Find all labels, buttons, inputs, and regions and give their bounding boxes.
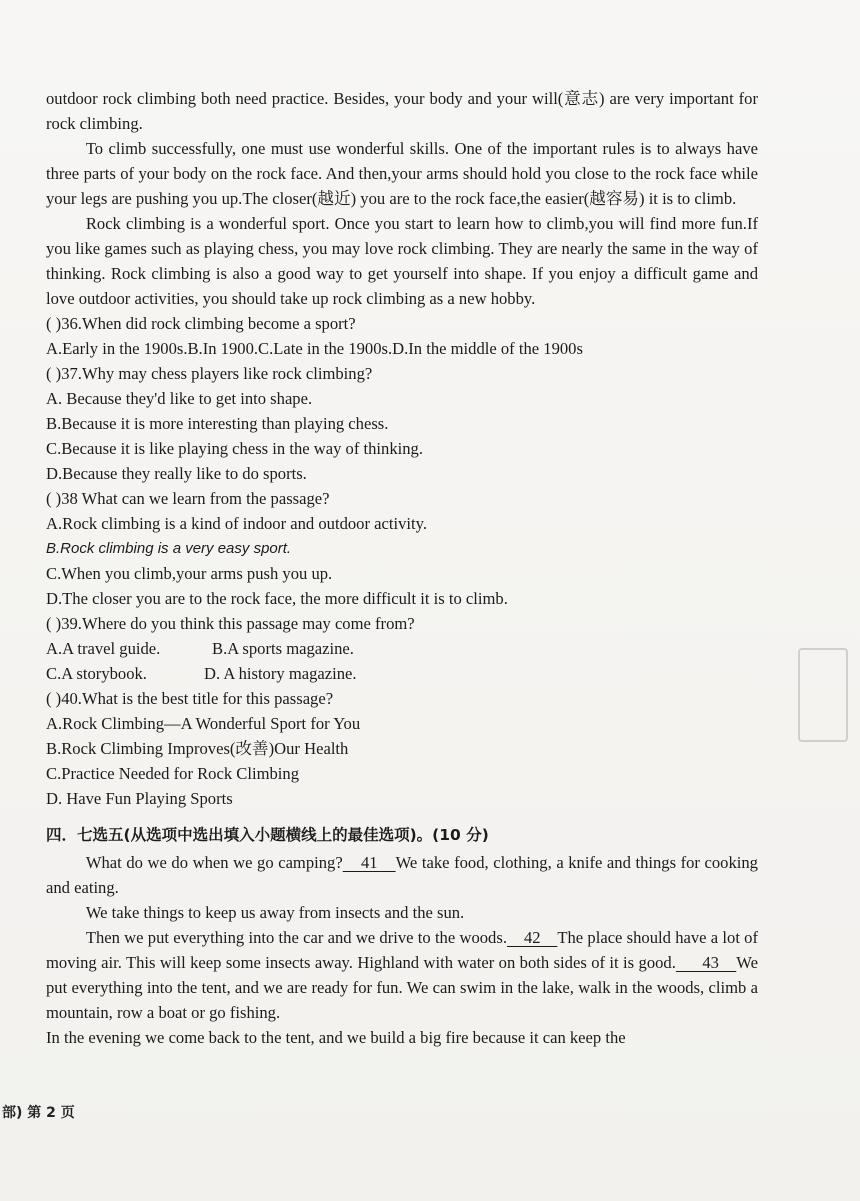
passage-paragraph-2: To climb successfully, one must use wonderful skills. One of the important rules is to always have three parts of your body on the rock face. And then,your arms should hold you close to the rock face while your legs are pushing you up.The closer(越近) you are to the rock face,the easier(越容易) it is to climb. <box>46 139 758 208</box>
s3-text-c: We put everything into the tent, and we are ready for fun. We can swim in the lake, walk in the woods, climb a mountain, row a boat or go fishing. <box>46 953 758 1022</box>
question-40-option-d: D. Have Fun Playing Sports <box>46 789 233 808</box>
question-37-option-a: A. Because they'd like to get into shape. <box>46 389 313 408</box>
question-39-option-b: B.A sports magazine. <box>212 639 354 658</box>
question-37: ( )37.Why may chess players like rock climbing? <box>46 364 373 383</box>
question-37-option-d: D.Because they really like to do sports. <box>46 464 307 483</box>
question-40-option-a: A.Rock Climbing—A Wonderful Sport for You <box>46 714 361 733</box>
blank-42: 42 <box>506 928 558 947</box>
question-36-options: A.Early in the 1900s.B.In 1900.C.Late in the 1900s.D.In the middle of the 1900s <box>46 339 583 358</box>
question-38-option-c: C.When you climb,your arms push you up. <box>46 564 333 583</box>
question-39-option-a: A.A travel guide. <box>46 639 161 658</box>
page-footer: 部) 第 2 页 <box>2 1105 75 1121</box>
question-38-option-a: A.Rock climbing is a kind of indoor and outdoor activity. <box>46 514 427 533</box>
question-39-options-row-2 <box>46 661 758 686</box>
question-40-option-b: B.Rock Climbing Improves(改善)Our Health <box>46 739 349 758</box>
section-4-paragraph-2: We take things to keep us away from insects and the sun. <box>85 903 465 922</box>
question-40-option-c: C.Practice Needed for Rock Climbing <box>46 764 299 783</box>
section-4-paragraph-3 <box>46 925 758 1025</box>
section-4-paragraph-1 <box>46 850 758 900</box>
question-39-options-row-1 <box>46 636 758 661</box>
question-38-option-d: D.The closer you are to the rock face, the more difficult it is to climb. <box>46 589 508 608</box>
page-content <box>46 86 758 1050</box>
question-37-option-b: B.Because it is more interesting than playing chess. <box>46 414 389 433</box>
question-39-option-d: D. A history magazine. <box>204 664 357 683</box>
question-39: ( )39.Where do you think this passage may come from? <box>46 614 415 633</box>
question-40: ( )40.What is the best title for this passage? <box>46 689 334 708</box>
passage-paragraph-1: outdoor rock climbing both need practice. Besides, your body and your will(意志) are very important for rock climbing. <box>46 89 758 133</box>
section-4-title: 四．七选五(从选项中选出填入小题横线上的最佳选项)。(10 分) <box>46 826 489 844</box>
question-38-option-b: B.Rock climbing is a very easy sport. <box>46 540 292 557</box>
question-36: ( )36.When did rock climbing become a sport? <box>46 314 356 333</box>
question-37-option-c: C.Because it is like playing chess in the way of thinking. <box>46 439 423 458</box>
question-39-option-c: C.A storybook. <box>46 664 147 683</box>
s1-text-a: What do we do when we go camping? <box>85 853 343 872</box>
blank-41: 41 <box>342 853 396 872</box>
s1-text-b: We take food, clothing, a knife and things for cooking and eating. <box>46 853 758 897</box>
blank-43: 43 <box>675 953 737 972</box>
section-4-paragraph-4: In the evening we come back to the tent, and we build a big fire because it can keep the <box>46 1028 626 1047</box>
bleed-through-stamp <box>798 648 848 742</box>
passage-paragraph-3: Rock climbing is a wonderful sport. Once you start to learn how to climb,you will find more fun.If you like games such as playing chess, you may love rock climbing. They are nearly the same in the way of thinking. Rock climbing is also a good way to get yourself into shape. If you enjoy a difficult game and love outdoor activities, you should take up rock climbing as a new hobby. <box>46 214 758 308</box>
s3-text-a: Then we put everything into the car and we drive to the woods. <box>85 928 507 947</box>
question-38: ( )38 What can we learn from the passage? <box>46 489 330 508</box>
s3-text-b: The place should have a lot of moving air. This will keep some insects away. Highland with water on both sides of it is good. <box>46 928 759 972</box>
